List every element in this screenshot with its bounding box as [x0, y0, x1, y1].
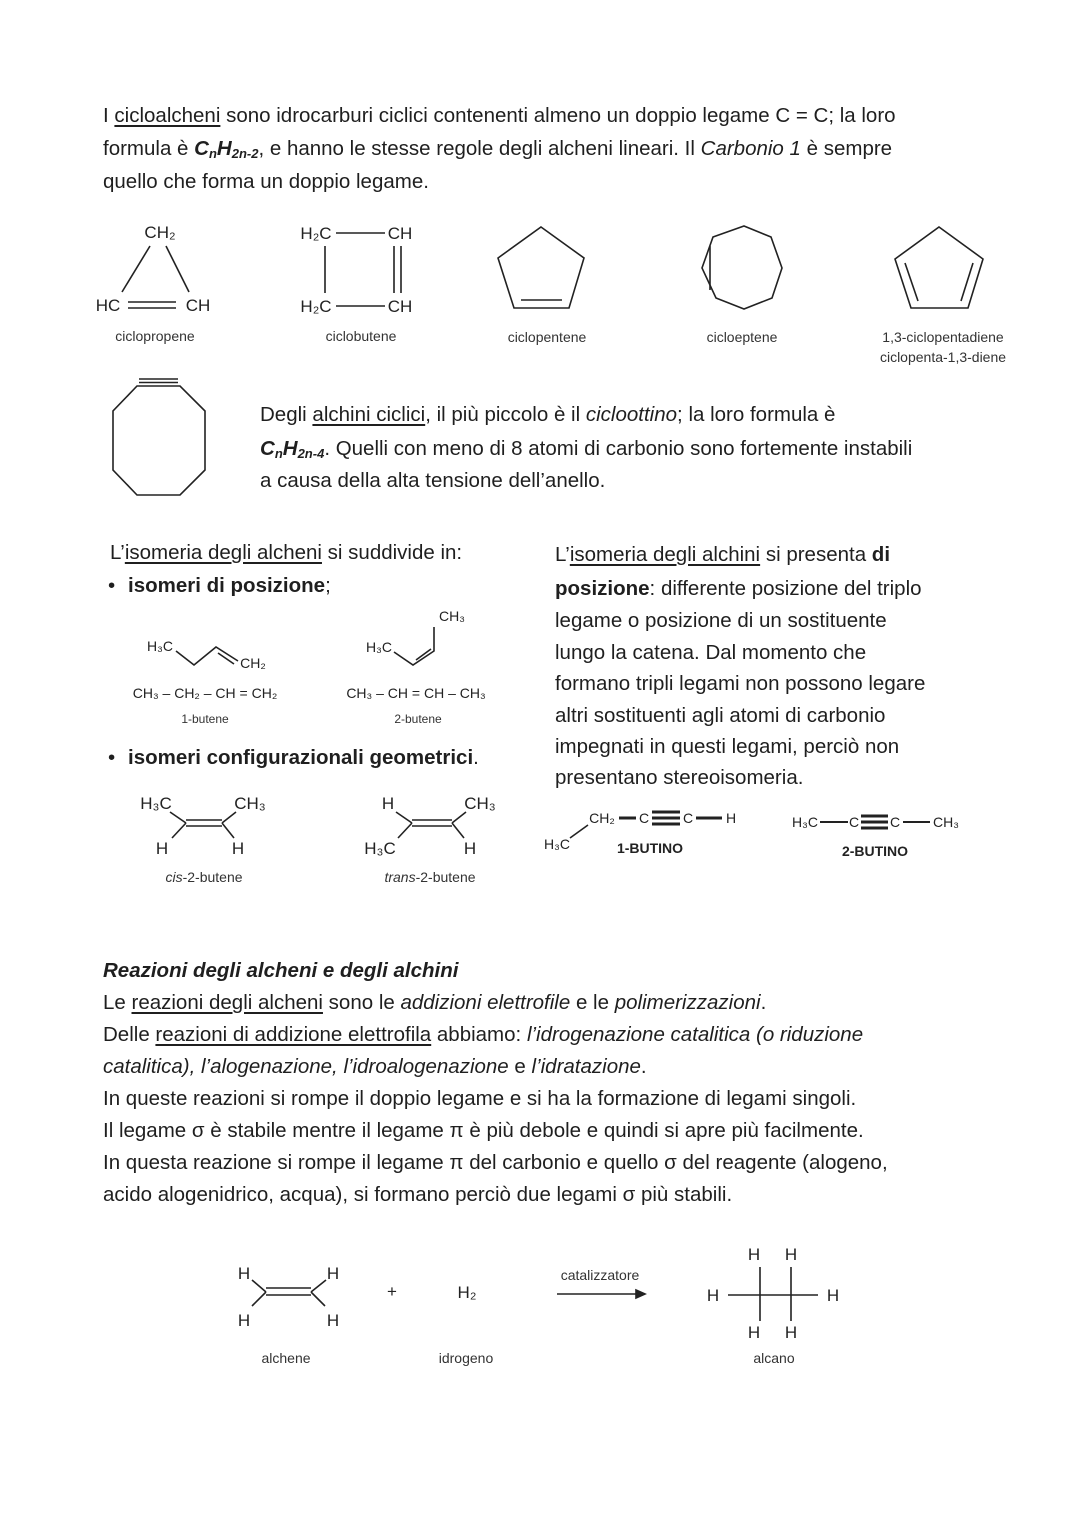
svg-text:H: H: [237, 1311, 251, 1330]
1-butene-structure: [133, 638, 278, 726]
svg-text:H₃C: H₃C: [147, 638, 173, 654]
svg-text:ciclopropene: ciclopropene: [115, 328, 195, 344]
svg-text:CH₃ – CH₂ – CH = CH₂: CH₃ – CH₂ – CH = CH₂: [132, 685, 278, 701]
ciclopropene-structure: [96, 223, 211, 344]
svg-text:CH₃: CH₃: [933, 814, 959, 830]
reactions-line-1: Le reazioni degli alcheni sono le addizioni elettrofile e le polimerizzazioni.: [103, 991, 767, 1014]
ciclopentadiene-structure: [880, 227, 1006, 365]
alkyne-isomerism-line-1: L’isomeria degli alchini si presenta di: [555, 543, 891, 566]
svg-text:C: C: [889, 814, 901, 830]
svg-text:H₂C: H₂C: [300, 224, 332, 243]
svg-text:H₂C: H₂C: [300, 297, 332, 316]
cicloottino-structure: [113, 379, 205, 495]
svg-text:H: H: [381, 794, 395, 813]
svg-text:H: H: [747, 1245, 761, 1264]
text: è sempre: [800, 137, 893, 160]
term-cicloalcheni: cicloalcheni: [114, 104, 221, 127]
alkene-structure: [238, 1264, 339, 1366]
svg-text:H: H: [155, 839, 169, 858]
svg-text:CH₃: CH₃: [464, 794, 496, 813]
svg-text:2-butene: 2-butene: [394, 712, 442, 726]
svg-text:idrogeno: idrogeno: [438, 1350, 494, 1366]
2-butino-structure: [792, 814, 959, 859]
svg-text:H: H: [725, 810, 737, 826]
svg-text:1-BUTINO: 1-BUTINO: [616, 840, 684, 856]
text: Carbonio 1: [700, 137, 801, 160]
svg-text:H: H: [826, 1286, 840, 1305]
svg-text:ciclopenta-1,3-diene: ciclopenta-1,3-diene: [879, 349, 1007, 365]
svg-text:H: H: [326, 1264, 340, 1283]
alkyne-isomerism-line-3: legame o posizione di un sostituente: [555, 609, 887, 632]
reactions-line-5: Il legame σ è stabile mentre il legame π è più debole e quindi si apre più facilmente.: [103, 1119, 864, 1142]
alkyne-isomerism-line-5: formano tripli legami non possono legare: [555, 672, 926, 695]
text: formula è: [103, 137, 195, 160]
reactions-line-6: In questa reazione si rompe il legame π del carbonio e quello σ del reagente (alogeno,: [103, 1151, 888, 1174]
general-formula-cycloalkenes: $C_nH_{2n-2}$: [194, 137, 259, 161]
alkyne-isomerism-line-2: posizione: differente posizione del triplo: [555, 577, 922, 600]
svg-text:CH₃: CH₃: [439, 608, 465, 624]
cycloalkyne-line-3: a causa della alta tensione dell’anello.: [260, 469, 606, 492]
svg-text:alcano: alcano: [753, 1350, 795, 1366]
ciclopentene-structure: [498, 227, 587, 345]
alkyne-isomerism-line-8: presentano stereoisomeria.: [555, 766, 804, 789]
alkane-structure: [707, 1245, 839, 1366]
svg-text:2-BUTINO: 2-BUTINO: [841, 843, 909, 859]
bullet-geometric-isomers: • isomeri configurazionali geometrici.: [108, 746, 479, 769]
hydrogen-formula: H₂: [457, 1283, 477, 1302]
svg-text:C: C: [848, 814, 860, 830]
svg-text:H: H: [784, 1323, 798, 1342]
svg-text:H: H: [237, 1264, 251, 1283]
svg-text:cis-2-butene: cis-2-butene: [165, 869, 243, 885]
svg-text:H₃C: H₃C: [140, 794, 172, 813]
svg-text:H: H: [326, 1311, 340, 1330]
svg-text:trans-2-butene: trans-2-butene: [384, 869, 476, 885]
cis-2-butene-structure: [140, 794, 265, 885]
alkene-isomerism-intro: L’isomeria degli alcheni si suddivide in:: [110, 541, 463, 564]
ciclobutene-structure: [300, 224, 412, 344]
svg-text:CH₂: CH₂: [144, 223, 176, 242]
svg-text:H: H: [784, 1245, 798, 1264]
text: I: [103, 104, 115, 127]
svg-text:H₃C: H₃C: [366, 639, 392, 655]
term-alchini-ciclici: alchini ciclici: [312, 403, 426, 426]
alkyne-isomerism-line-6: altri sostituenti agli atomi di carbonio: [555, 704, 886, 727]
reactions-line-7: acido alogenidrico, acqua), si formano perciò due legami σ più stabili.: [103, 1183, 733, 1206]
section-title: Reazioni degli alcheni e degli alchini: [103, 959, 459, 982]
1-butino-structure: [544, 810, 736, 856]
svg-text:H₃C: H₃C: [792, 814, 818, 830]
reactions-line-3: catalitica), l’alogenazione, l’idroalogenazione e l’idratazione.: [103, 1055, 647, 1078]
alkyne-isomerism-line-7: impegnati in questi legami, perciò non: [555, 735, 900, 758]
cycloalkyne-line-2: $C_nH_{2n-4}$. Quelli con meno di 8 atomi di carbonio sono fortemente instabili: [260, 437, 913, 461]
svg-text:CH: CH: [387, 224, 413, 243]
cicloeptene-structure: [702, 226, 782, 345]
bullet-positional-isomers: • isomeri di posizione;: [108, 574, 331, 597]
svg-text:CH₃ – CH = CH – CH₃: CH₃ – CH = CH – CH₃: [346, 685, 486, 701]
alkyne-isomerism-line-4: lungo la catena. Dal momento che: [555, 641, 867, 664]
svg-text:CH: CH: [185, 296, 211, 315]
svg-text:CH: CH: [387, 297, 413, 316]
text: quello che forma un doppio legame.: [103, 170, 429, 193]
text: sono idrocarburi ciclici contenenti almeno un doppio legame C = C; la loro: [220, 104, 896, 127]
svg-text:1-butene: 1-butene: [181, 712, 229, 726]
plus-sign: +: [387, 1282, 397, 1301]
svg-text:HC: HC: [95, 296, 121, 315]
svg-text:C: C: [682, 810, 694, 826]
svg-text:H: H: [463, 839, 477, 858]
2-butene-structure: [346, 608, 485, 726]
hydrogenation-reaction: [238, 1245, 839, 1366]
svg-text:CH₃: CH₃: [234, 794, 266, 813]
general-formula-cycloalkynes: $C_nH_{2n-4}$: [260, 437, 325, 461]
svg-text:H₃C: H₃C: [364, 839, 396, 858]
svg-text:ciclopentene: ciclopentene: [507, 329, 587, 345]
trans-2-butene-structure: [364, 794, 495, 885]
cycloalkyne-line-1: Degli alchini ciclici, il più piccolo è il cicloottino; la loro formula è: [260, 403, 836, 426]
svg-text:cicloeptene: cicloeptene: [706, 329, 778, 345]
svg-text:1,3-ciclopentadiene: 1,3-ciclopentadiene: [882, 329, 1004, 345]
catalyst-label: catalizzatore: [560, 1267, 640, 1283]
svg-text:H₃C: H₃C: [544, 836, 570, 852]
svg-text:CH₂: CH₂: [589, 810, 615, 826]
svg-text:C: C: [638, 810, 650, 826]
svg-text:alchene: alchene: [261, 1350, 311, 1366]
svg-text:CH₂: CH₂: [240, 655, 266, 671]
svg-text:ciclobutene: ciclobutene: [325, 328, 397, 344]
reactions-line-2: Delle reazioni di addizione elettrofila abbiamo: l’idrogenazione catalitica (o riduzione: [103, 1023, 864, 1046]
reactions-line-4: In queste reazioni si rompe il doppio legame e si ha la formazione di legami singoli.: [103, 1087, 857, 1110]
svg-text:H: H: [747, 1323, 761, 1342]
text: , e hanno le stesse regole degli alcheni lineari. Il: [258, 137, 701, 160]
svg-text:H: H: [706, 1286, 720, 1305]
svg-text:H: H: [231, 839, 245, 858]
